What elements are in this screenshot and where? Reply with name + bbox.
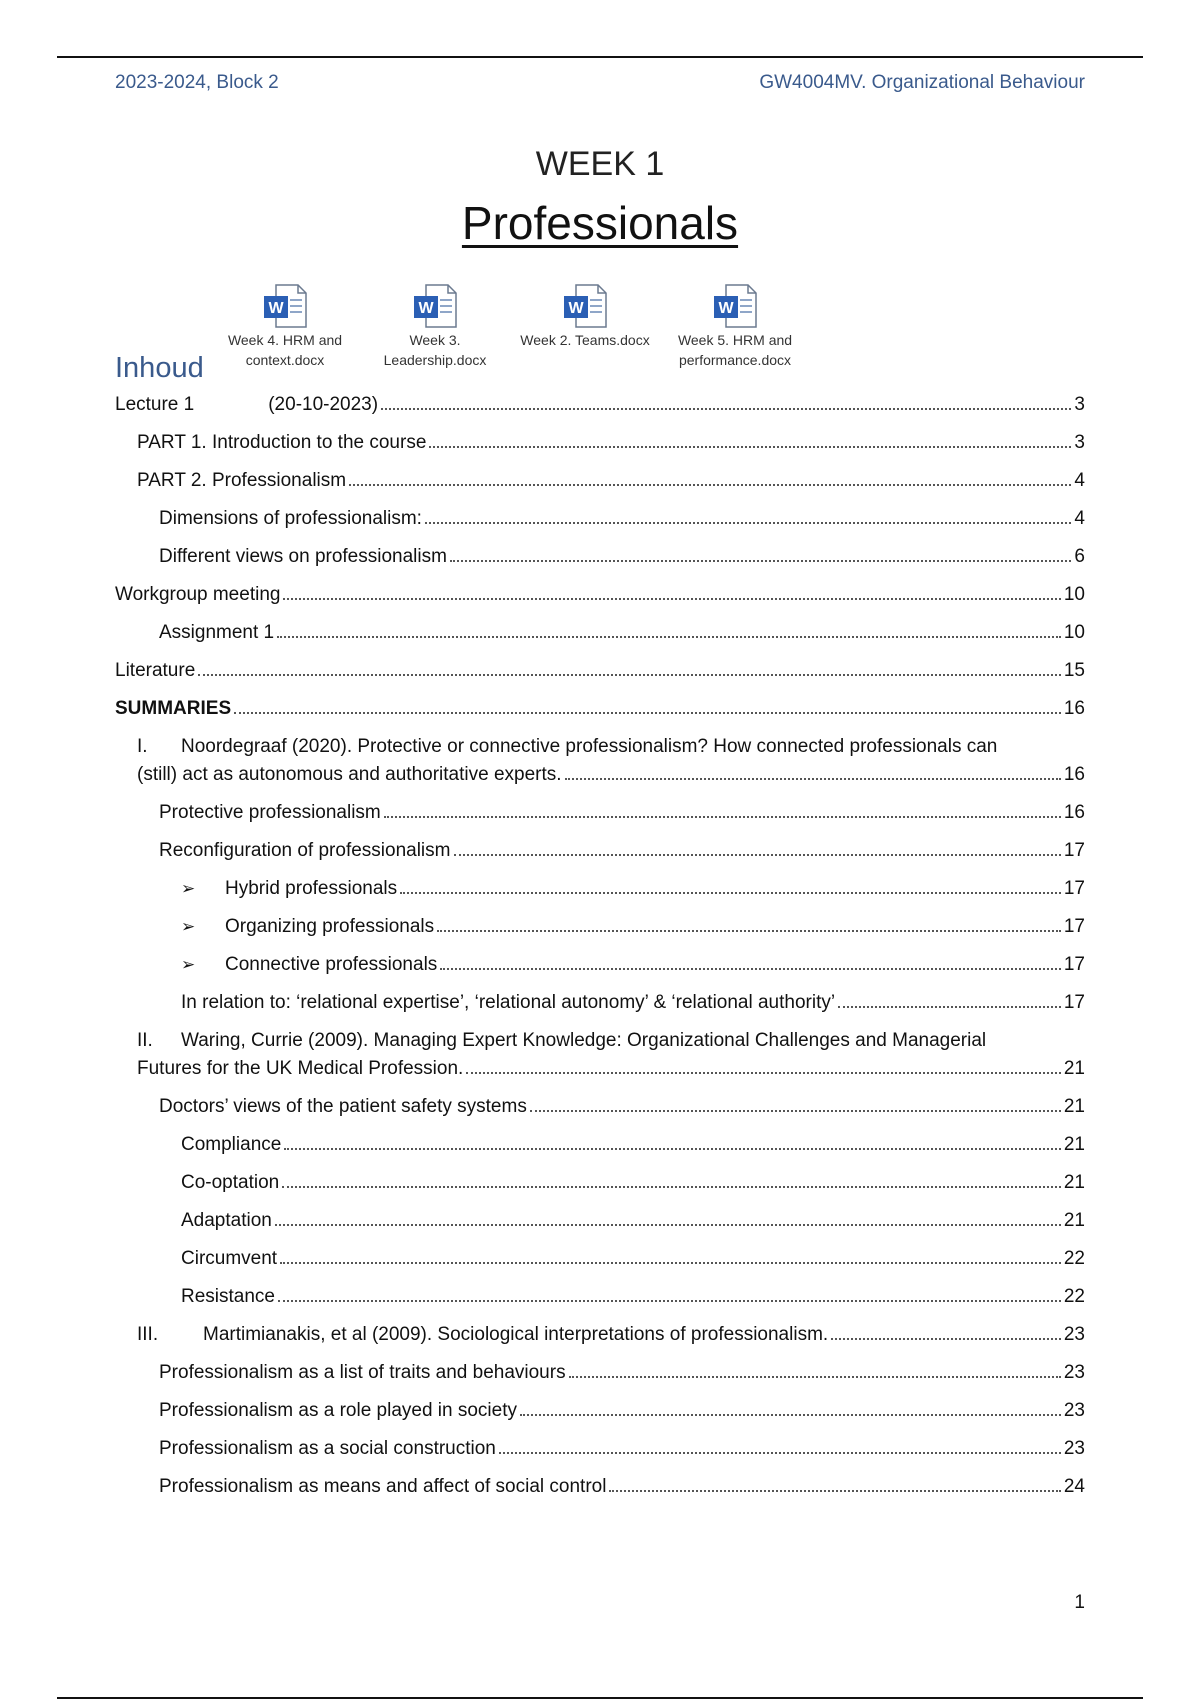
attachment-caption-line1: Week 3. — [409, 332, 461, 348]
toc-entry[interactable] — [115, 467, 1085, 495]
toc-entry-text: Assignment 1 — [159, 622, 275, 643]
toc-entry-text: Waring, Currie (2009). Managing Expert Knowledge: Organizational Challenges and Managerial — [181, 1030, 987, 1051]
dot-leader — [278, 1300, 1061, 1302]
attachment-week4[interactable] — [210, 284, 360, 370]
toc-entry[interactable] — [115, 1169, 1085, 1197]
arrow-bullet-icon: ➢ — [181, 955, 196, 974]
toc-entry[interactable] — [115, 837, 1085, 865]
toc-entry[interactable] — [115, 543, 1085, 571]
toc-roman-numeral: I. — [137, 736, 148, 757]
dot-leader — [283, 598, 1060, 600]
toc-entry[interactable] — [115, 1435, 1085, 1463]
toc-page-number: 21 — [1063, 1210, 1085, 1231]
toc-page-number: 23 — [1063, 1400, 1085, 1421]
svg-text:W: W — [568, 300, 584, 317]
toc-entry[interactable] — [115, 429, 1085, 457]
toc-entry-text: Martimianakis, et al (2009). Sociological interpretations of professionalism. — [203, 1324, 829, 1345]
dot-leader — [198, 674, 1061, 676]
svg-text:W: W — [268, 300, 284, 317]
dot-leader — [450, 560, 1071, 562]
toc-page-number: 17 — [1063, 916, 1085, 937]
toc-entry[interactable] — [115, 1207, 1085, 1235]
attachment-week2[interactable] — [510, 284, 660, 350]
toc-page-number: 22 — [1063, 1248, 1085, 1269]
toc-page-number: 17 — [1063, 992, 1085, 1013]
toc-entry[interactable] — [115, 799, 1085, 827]
toc-entry[interactable] — [115, 913, 1085, 941]
toc-entry-text-cont: Futures for the UK Medical Profession. — [137, 1058, 464, 1079]
dot-leader — [530, 1110, 1061, 1112]
toc-entry[interactable] — [115, 1473, 1085, 1501]
toc-page-number: 4 — [1074, 470, 1085, 491]
toc-entry-text: PART 1. Introduction to the course — [137, 432, 427, 453]
toc-entry-text: Resistance — [181, 1286, 275, 1307]
toc-entry-text: Circumvent — [181, 1248, 278, 1269]
dot-leader — [277, 636, 1061, 638]
toc-page-number: 23 — [1063, 1362, 1085, 1383]
toc-page-number: 24 — [1063, 1476, 1085, 1497]
dot-leader — [282, 1186, 1061, 1188]
word-doc-icon — [262, 284, 308, 328]
dot-leader — [384, 816, 1061, 818]
toc-entry[interactable] — [115, 505, 1085, 533]
toc-entry[interactable] — [115, 733, 1085, 789]
toc-entry-text-cont: (still) act as autonomous and authoritative experts. — [137, 764, 562, 785]
toc-entry-text: Dimensions of professionalism: — [159, 508, 422, 529]
table-of-contents — [115, 385, 1085, 1501]
toc-page-number: 23 — [1063, 1324, 1085, 1345]
dot-leader — [284, 1148, 1061, 1150]
dot-leader — [429, 446, 1071, 448]
toc-page-number: 10 — [1063, 584, 1085, 605]
title-text: Professionals — [461, 197, 739, 249]
toc-entry-text: Different views on professionalism — [159, 546, 447, 567]
header-course: GW4004MV. Organizational Behaviour — [759, 72, 1085, 93]
svg-text:W: W — [718, 300, 734, 317]
dot-leader — [425, 522, 1071, 524]
toc-entry-text: Professionalism as a social construction — [159, 1438, 496, 1459]
toc-entry-text: Reconfiguration of professionalism — [159, 840, 451, 861]
dot-leader — [275, 1224, 1061, 1226]
toc-page-number: 16 — [1063, 764, 1085, 785]
attachment-caption-line2: Leadership.docx — [383, 352, 487, 368]
toc-heading: Inhoud — [115, 352, 204, 384]
dot-leader — [565, 778, 1061, 780]
attachment-week5[interactable] — [660, 284, 810, 370]
dot-leader — [437, 930, 1061, 932]
toc-entry-text: Lecture 1 — [115, 394, 195, 415]
toc-page-number: 16 — [1063, 802, 1085, 823]
dot-leader — [520, 1414, 1061, 1416]
toc-page-number: 15 — [1063, 660, 1085, 681]
toc-entry[interactable] — [115, 619, 1085, 647]
dot-leader — [440, 968, 1061, 970]
toc-page-number: 3 — [1074, 432, 1085, 453]
toc-entry-text: Workgroup meeting — [115, 584, 281, 605]
top-rule — [57, 56, 1143, 58]
attachment-caption-line2: performance.docx — [678, 352, 792, 368]
toc-roman-numeral: II. — [137, 1030, 153, 1051]
attachment-week3[interactable] — [360, 284, 510, 370]
toc-entry-text: Literature — [115, 660, 196, 681]
word-doc-icon — [412, 284, 458, 328]
toc-entry-text: Co-optation — [181, 1172, 280, 1193]
toc-entry[interactable] — [115, 1321, 1085, 1349]
toc-entry[interactable] — [115, 1359, 1085, 1387]
toc-entry-text: Adaptation — [181, 1210, 272, 1231]
toc-entry-text: Connective professionals — [225, 954, 438, 975]
toc-entry[interactable] — [115, 1283, 1085, 1311]
dot-leader — [349, 484, 1071, 486]
toc-entry[interactable] — [115, 875, 1085, 903]
toc-entry[interactable] — [115, 581, 1085, 609]
toc-entry-text: In relation to: ‘relational expertise’, ‘relational autonomy’ & ‘relational authority’ — [181, 992, 836, 1013]
toc-page-number: 17 — [1063, 954, 1085, 975]
toc-page-number: 21 — [1063, 1134, 1085, 1155]
arrow-bullet-icon: ➢ — [181, 917, 196, 936]
week-label: WEEK 1 — [535, 145, 665, 183]
toc-entry-text: Professionalism as a role played in society — [159, 1400, 518, 1421]
toc-entry-text: SUMMARIES — [115, 698, 232, 719]
toc-entry-text: Professionalism as means and affect of social control — [159, 1476, 607, 1497]
toc-entry-text: Noordegraaf (2020). Protective or connective professionalism? How connected professionals can — [181, 736, 998, 757]
toc-entry-text: Professionalism as a list of traits and behaviours — [159, 1362, 566, 1383]
toc-entry[interactable] — [115, 951, 1085, 979]
dot-leader — [234, 712, 1061, 714]
attachment-caption-line1: Week 5. HRM and — [677, 332, 793, 348]
toc-page-number: 4 — [1074, 508, 1085, 529]
toc-page-number: 21 — [1063, 1096, 1085, 1117]
attachment-caption-line1: Week 2. Teams.docx — [520, 332, 650, 348]
attachment-caption-line2: context.docx — [245, 352, 325, 368]
dot-leader — [499, 1452, 1061, 1454]
dot-leader — [400, 892, 1061, 894]
svg-text:W: W — [418, 300, 434, 317]
header-block: 2023-2024, Block 2 — [115, 72, 279, 93]
toc-entry[interactable] — [115, 1027, 1085, 1083]
dot-leader — [609, 1490, 1060, 1492]
toc-entry-text: Hybrid professionals — [225, 878, 398, 899]
dot-leader — [569, 1376, 1061, 1378]
toc-entry-date: (20-10-2023) — [268, 394, 379, 415]
toc-entry[interactable] — [115, 1131, 1085, 1159]
dot-leader — [831, 1338, 1061, 1340]
toc-page-number: 21 — [1063, 1172, 1085, 1193]
dot-leader — [280, 1262, 1061, 1264]
toc-page-number: 6 — [1074, 546, 1085, 567]
toc-entry[interactable] — [115, 391, 1085, 419]
page-title — [0, 196, 1200, 250]
dot-leader — [838, 1006, 1061, 1008]
bottom-rule — [57, 1697, 1143, 1699]
dot-leader — [466, 1072, 1061, 1074]
toc-roman-numeral: III. — [137, 1324, 159, 1345]
toc-page-number: 21 — [1063, 1058, 1085, 1079]
toc-page-number: 16 — [1063, 698, 1085, 719]
toc-entry-text: PART 2. Professionalism — [137, 470, 347, 491]
toc-entry[interactable] — [115, 657, 1085, 685]
toc-entry[interactable] — [115, 1245, 1085, 1273]
dot-leader — [381, 408, 1071, 410]
toc-entry-text: Compliance — [181, 1134, 282, 1155]
toc-page-number: 17 — [1063, 878, 1085, 899]
toc-page-number: 3 — [1074, 394, 1085, 415]
toc-page-number: 22 — [1063, 1286, 1085, 1307]
page-number: 1 — [1074, 1592, 1085, 1613]
toc-entry-text: Doctors’ views of the patient safety systems — [159, 1096, 527, 1117]
word-doc-icon — [712, 284, 758, 328]
attachment-caption-line1: Week 4. HRM and — [227, 332, 343, 348]
toc-entry-text: Organizing professionals — [225, 916, 435, 937]
toc-page-number: 17 — [1063, 840, 1085, 861]
toc-page-number: 23 — [1063, 1438, 1085, 1459]
toc-entry[interactable] — [115, 989, 1085, 1017]
toc-entry[interactable] — [115, 1397, 1085, 1425]
toc-entry[interactable] — [115, 1093, 1085, 1121]
arrow-bullet-icon: ➢ — [181, 879, 196, 898]
toc-entry[interactable] — [115, 695, 1085, 723]
dot-leader — [454, 854, 1061, 856]
toc-entry-text: Protective professionalism — [159, 802, 381, 823]
word-doc-icon — [562, 284, 608, 328]
toc-page-number: 10 — [1063, 622, 1085, 643]
